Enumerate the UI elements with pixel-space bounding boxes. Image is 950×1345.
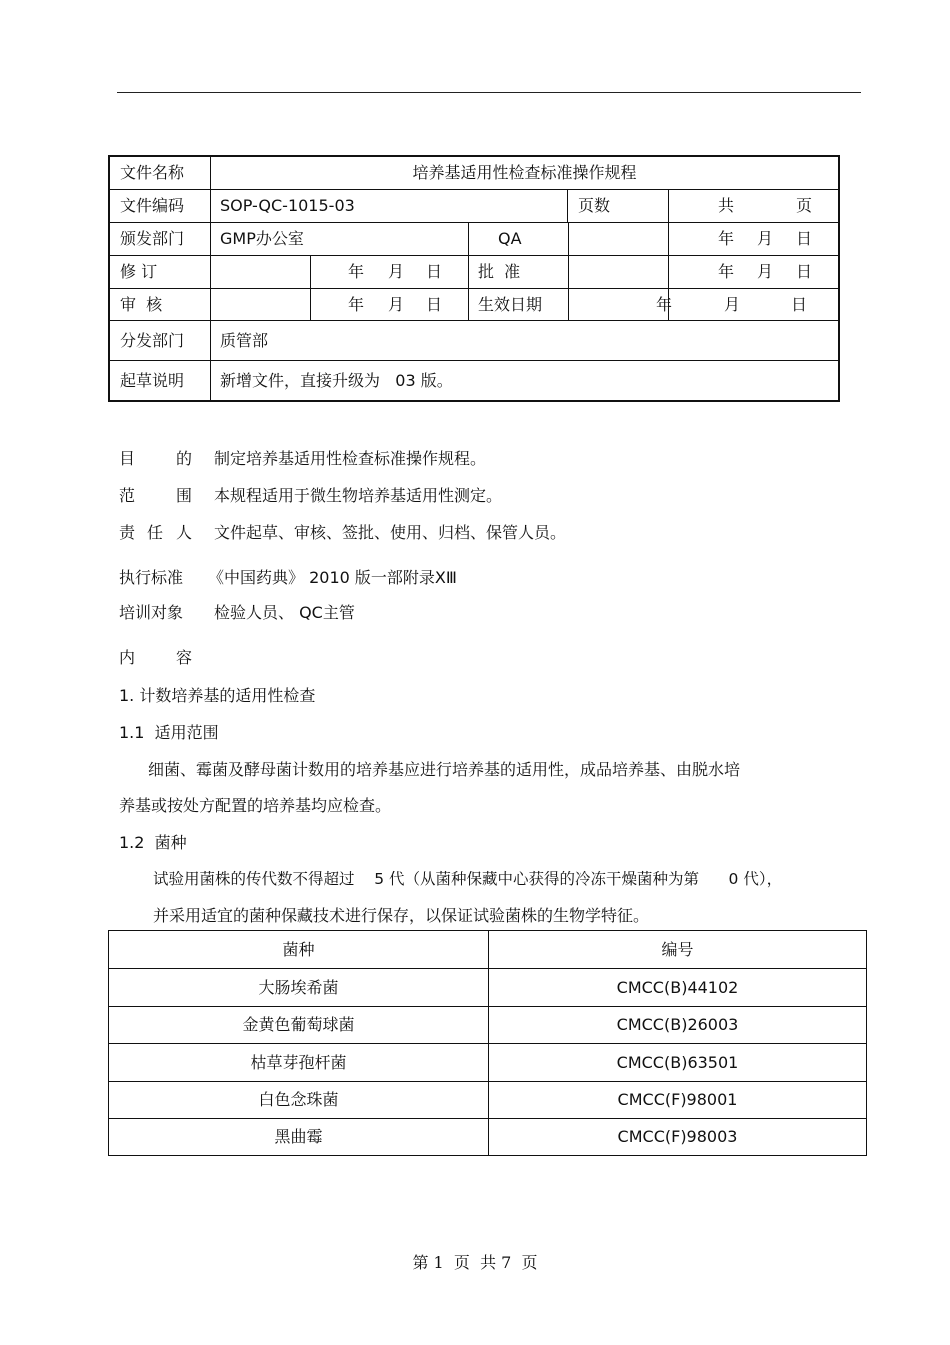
date-month: 月 bbox=[724, 294, 741, 314]
training-label: 培训对象 bbox=[119, 603, 184, 622]
paragraph-1-line-2: 养基或按处方配置的培养基均应检查。 bbox=[119, 796, 392, 815]
resp-label-1: 责 bbox=[119, 523, 136, 542]
pages-total-suffix: 页 bbox=[796, 196, 813, 215]
strain-code: CMCC(F)98003 bbox=[617, 1127, 738, 1146]
column-header-code: 编号 bbox=[661, 939, 694, 959]
standard-text: 《中国药典》 2010 版一部附录ⅩⅢ bbox=[208, 568, 457, 587]
scope-text: 本规程适用于微生物培养基适用性测定。 bbox=[214, 486, 503, 505]
date-month: 月 bbox=[757, 229, 774, 248]
content-heading-1: 内 bbox=[119, 648, 136, 667]
label-qa: QA bbox=[498, 229, 522, 248]
distribution-dept: 质管部 bbox=[220, 330, 269, 350]
date-day: 日 bbox=[426, 262, 443, 281]
strain-name: 枯草芽孢杆菌 bbox=[250, 1052, 347, 1072]
section-1-1-heading: 1.1 适用范围 bbox=[119, 723, 219, 742]
section-1-heading: 1. 计数培养基的适用性检查 bbox=[119, 686, 316, 705]
label-approve: 批 准 bbox=[478, 262, 521, 281]
page-footer: 第 1 页 共 7 页 bbox=[412, 1253, 538, 1272]
strain-name: 大肠埃希菌 bbox=[258, 977, 339, 997]
purpose-text: 制定培养基适用性检查标准操作规程。 bbox=[214, 449, 487, 468]
paragraph-1-line-1: 细菌、霉菌及酵母菌计数用的培养基应进行培养基的适用性，成品培养基、由脱水培 bbox=[148, 760, 741, 779]
label-revision: 修 订 bbox=[120, 262, 158, 281]
draft-note: 新增文件，直接升级为 03 版。 bbox=[220, 370, 453, 390]
strain-code: CMCC(B)44102 bbox=[616, 977, 739, 997]
date-year: 年 bbox=[718, 229, 735, 248]
strain-code: CMCC(B)26003 bbox=[616, 1015, 739, 1034]
date-year: 年 bbox=[718, 262, 735, 281]
document-control-table bbox=[108, 155, 840, 402]
label-review: 审 核 bbox=[120, 294, 163, 314]
resp-label-2: 任 bbox=[147, 523, 164, 542]
date-year: 年 bbox=[348, 262, 365, 281]
label-doc-code: 文件编码 bbox=[120, 196, 185, 215]
resp-text: 文件起草、审核、签批、使用、归档、保管人员。 bbox=[214, 523, 567, 542]
date-day: 日 bbox=[796, 262, 813, 281]
strain-code: CMCC(F)98001 bbox=[617, 1090, 738, 1109]
doc-code: SOP-QC-1015-03 bbox=[220, 196, 355, 215]
label-distribution: 分发部门 bbox=[120, 330, 185, 350]
date-day: 日 bbox=[796, 229, 813, 248]
pages-total-prefix: 共 bbox=[718, 196, 735, 215]
purpose-label-2: 的 bbox=[176, 449, 193, 468]
content-heading-2: 容 bbox=[176, 648, 193, 667]
label-pages: 页数 bbox=[578, 196, 611, 215]
date-year: 年 bbox=[656, 294, 673, 314]
label-draft-note: 起草说明 bbox=[120, 370, 185, 390]
doc-title: 培养基适用性检查标准操作规程 bbox=[412, 163, 637, 182]
purpose-label-1: 目 bbox=[119, 449, 136, 468]
scope-label-2: 围 bbox=[176, 486, 193, 505]
strain-name: 金黄色葡萄球菌 bbox=[242, 1015, 355, 1034]
date-day: 日 bbox=[791, 294, 808, 314]
column-header-strain: 菌种 bbox=[282, 939, 315, 959]
date-month: 月 bbox=[388, 262, 405, 281]
paragraph-2-line-1: 试验用菌株的传代数不得超过 5 代（从菌种保藏中心获得的冷冻干燥菌种为第 0 代）， bbox=[153, 870, 783, 888]
top-rule bbox=[117, 92, 861, 93]
strain-name: 黑曲霉 bbox=[274, 1127, 323, 1146]
date-day: 日 bbox=[426, 294, 443, 314]
strains-table bbox=[108, 930, 867, 1156]
date-year: 年 bbox=[348, 294, 365, 314]
strain-code: CMCC(B)63501 bbox=[616, 1052, 739, 1072]
label-doc-name: 文件名称 bbox=[120, 163, 185, 182]
paragraph-2-line-2: 并采用适宜的菌种保藏技术进行保存，以保证试验菌株的生物学特征。 bbox=[153, 906, 650, 925]
resp-label-3: 人 bbox=[176, 523, 193, 542]
section-1-2-heading: 1.2 菌种 bbox=[119, 833, 187, 852]
date-month: 月 bbox=[388, 294, 405, 314]
label-effective-date: 生效日期 bbox=[478, 294, 543, 314]
label-issuing-dept: 颁发部门 bbox=[120, 229, 185, 248]
issuing-dept: GMP办公室 bbox=[220, 229, 304, 248]
date-month: 月 bbox=[757, 262, 774, 281]
training-text: 检验人员、 QC主管 bbox=[214, 603, 355, 622]
strain-name: 白色念珠菌 bbox=[258, 1090, 339, 1109]
scope-label-1: 范 bbox=[119, 486, 136, 505]
standard-label: 执行标准 bbox=[119, 568, 184, 587]
